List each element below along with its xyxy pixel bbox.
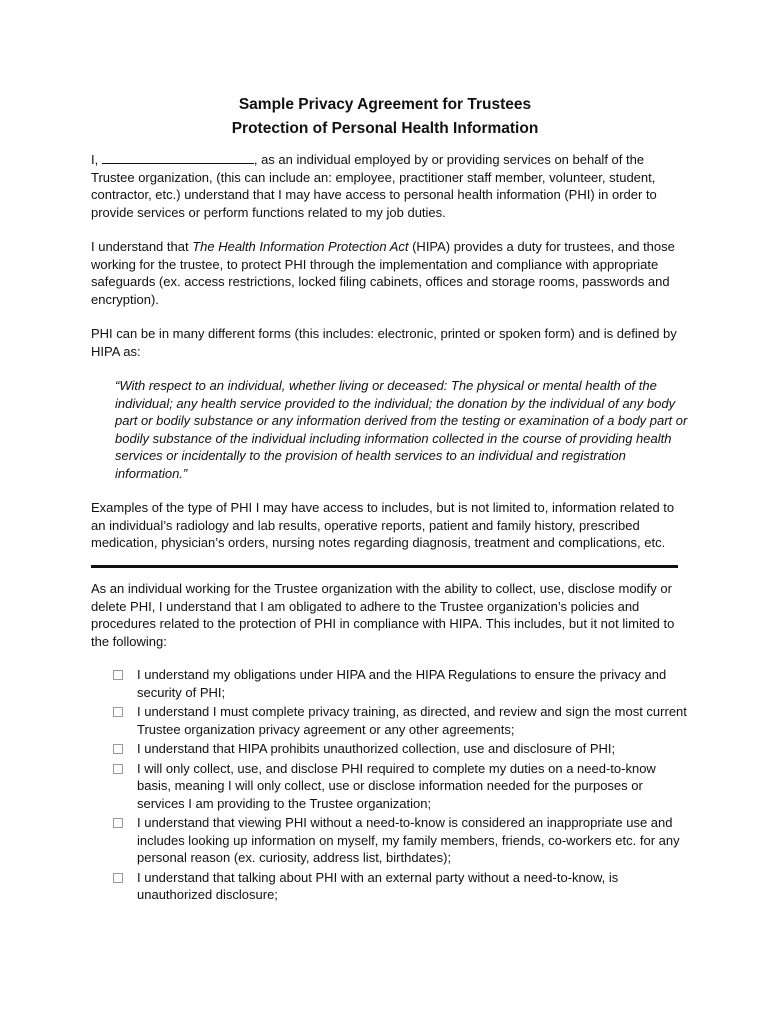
list-item-text: I understand I must complete privacy training, as directed, and review and sign the most current Trustee organization privacy agreement or any other agreements; bbox=[137, 704, 687, 737]
list-item-text: I will only collect, use, and disclose PHI required to complete my duties on a need-to-know basis, meaning I will only collect, use or disclose information needed for the purposes or services I am providing to the Trustee organization; bbox=[137, 760, 656, 811]
phi-definition-quote: “With respect to an individual, whether living or deceased: The physical or mental health of the individual; any health service provided to the individual; the donation by the individual of any body part or bodily substance or any information derived from the testing or examination of a body part or bodily substance of the individual including information collected in the course of providing health services or incidentally to the provision of health services to an individual and registration information.” bbox=[115, 378, 688, 481]
intro-text: , as an individual employed by or providing services on behalf of the Trustee organization, (this can include an: employee, practitioner staff member, volunteer, student, contractor, etc.) understand that I may have access to personal health information (PHI) in order to provide services or perform functions related to my job duties. bbox=[91, 152, 657, 220]
list-item-text: I understand that HIPA prohibits unauthorized collection, use and disclosure of PHI; bbox=[137, 741, 616, 756]
phi-examples-paragraph: Examples of the type of PHI I may have access to includes, but is not limited to, information related to an individual’s radiology and lab results, operative reports, patient and family history, prescribed medication, physician’s orders, nursing notes regarding diagnosis, treatment and complications, etc. bbox=[91, 500, 675, 550]
section-divider bbox=[91, 565, 678, 568]
list-item-text: I understand that viewing PHI without a need-to-know is considered an inappropriate use and includes looking up information on myself, my family members, friends, co-workers etc. for any personal reason (ex. curiosity, address list, birthdates); bbox=[137, 815, 680, 865]
checkbox-icon[interactable] bbox=[113, 873, 123, 883]
intro-paragraph bbox=[91, 151, 691, 221]
obligations-list bbox=[113, 666, 693, 906]
checkbox-icon[interactable] bbox=[113, 818, 123, 828]
phi-forms-paragraph: PHI can be in many different forms (this includes: electronic, printed or spoken form) and is defined by HIPA as: bbox=[91, 326, 677, 359]
act-name: The Health Information Protection Act bbox=[192, 239, 409, 254]
document-subtitle: Protection of Personal Health Information bbox=[231, 120, 539, 137]
list-item bbox=[113, 740, 693, 758]
hipa-paragraph bbox=[91, 238, 691, 308]
list-item-text: I understand my obligations under HIPA and the HIPA Regulations to ensure the privacy and security of PHI; bbox=[137, 667, 667, 700]
hipa-prefix: I understand that bbox=[91, 239, 193, 254]
checkbox-icon[interactable] bbox=[113, 744, 123, 754]
list-item bbox=[113, 869, 693, 904]
checkbox-icon[interactable] bbox=[113, 670, 123, 680]
obligations-paragraph: As an individual working for the Trustee organization with the ability to collect, use, disclose modify or delete PHI, I understand that I am obligated to adhere to the Trustee organization’s policies and procedures related to the protection of PHI in compliance with HIPA. This includes, but it not limited to the following: bbox=[91, 581, 675, 649]
list-item-text: I understand that talking about PHI with an external party without a need-to-know, is unauthorized disclosure; bbox=[137, 869, 619, 902]
list-item bbox=[113, 703, 693, 738]
name-blank-line[interactable] bbox=[102, 151, 254, 164]
hipa-text: (HIPA) provides a duty for trustees, and those working for the trustee, to protect PHI through the implementation and compliance with appropriate safeguards (ex. access restrictions, locked filing cabinets, offices and storage rooms, passwords and encryption). bbox=[91, 239, 675, 307]
intro-prefix: I, bbox=[91, 152, 102, 167]
list-item bbox=[113, 814, 693, 867]
list-item bbox=[113, 666, 693, 701]
list-item bbox=[113, 760, 693, 813]
checkbox-icon[interactable] bbox=[113, 764, 123, 774]
document-title: Sample Privacy Agreement for Trustees bbox=[238, 96, 532, 113]
checkbox-icon[interactable] bbox=[113, 707, 123, 717]
